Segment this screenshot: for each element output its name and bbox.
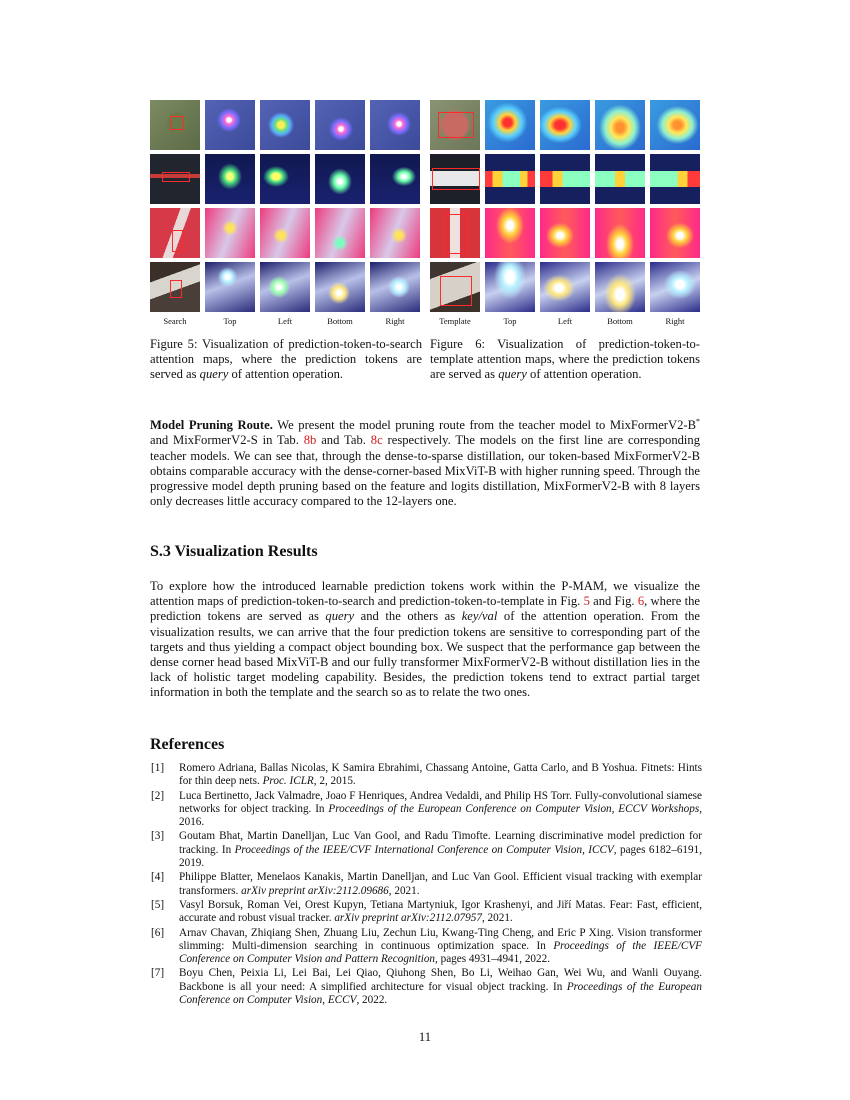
section-title: S.3 Visualization Results [150,543,318,560]
reference-item [150,830,702,870]
reference-text [179,967,702,1007]
reference-item [150,762,702,789]
template-attention-right-bird [650,100,700,150]
template-attention-right-plate [650,154,700,204]
figure-5 [150,100,422,326]
text-run: and MixFormerV2-S in Tab. [150,433,304,448]
reference-venue: Proceedings of the European Conference on Computer Vision, ECCV [179,980,702,1007]
attention-right-plate [370,154,420,204]
reference-authors-title: Luca Bertinetto, Jack Valmadre, Joao F Henriques, Andrea Vedaldi, and Philip HS Torr. Fully-convolutional siamese networks for object tracking. In [179,789,702,815]
reference-number: [6] [151,926,165,939]
template-attention-right-indoor [650,262,700,312]
table-ref-8b[interactable]: 8b [303,433,317,448]
reference-details: , pages 4931–4941, 2022. [435,953,551,966]
superscript: * [696,417,700,426]
template-image-indoor [430,262,480,312]
column-label: Top [503,316,517,326]
reference-item [150,899,702,926]
reference-number: [3] [151,830,165,843]
attention-bottom-pedestrian [315,208,365,258]
reference-venue: Proceedings of the European Conference on Computer Vision, ECCV Workshops [328,802,700,815]
column-label: Right [385,316,405,326]
reference-venue: arXiv preprint arXiv:2112.09686 [241,884,389,897]
column-label: Left [557,316,573,326]
reference-venue: Proceedings of the IEEE/CVF Conference on Computer Vision and Pattern Recognition [179,939,703,966]
figure-6-column-labels [430,316,700,326]
reference-item [150,967,702,1007]
pruning-paragraph [150,414,700,509]
reference-item [150,871,702,898]
text-run: , where the prediction tokens are served as [150,594,700,624]
text-run: respectively. The models on the first line are corresponding teacher models. We can see that, through the dense-to-sparse distillation, our token-based MixFormerV2-B obtains comparable accuracy with the dense-corner-based MixViT-B with higher running speed. Through the progressive model depth pruning based on the feature and logits distillation, MixFormerV2-B with 8 layers only decreases little accuracy compared to the 12-layers one. [150,433,701,509]
reference-list [150,762,702,1008]
reference-venue: arXiv preprint arXiv:2112.07957 [334,912,482,925]
template-image-bird [430,100,480,150]
search-image-plate [150,154,200,204]
attention-right-bird [370,100,420,150]
reference-authors-title: Romero Adriana, Ballas Nicolas, K Samira Ebrahimi, Chassang Antoine, Gatta Carlo, and B Yoshua. Fitnets: Hints for thin deep nets. [179,762,702,788]
emphasis: key/val [461,609,498,624]
text-run: of the attention operation. From the visualization results, we can arrive that the four prediction tokens are sensitive to corresponding part of the targets and thus yielding a compact object bounding box. We suspect that the performance gap between the dense corner head based MixViT-B and our fully transformer MixFormerV2-B without distillation lies in the lack of holistic target modeling capability. Besides, the prediction tokens tend to extract partial target information in both the template and the search so as to relate the two ones. [150,609,700,700]
reference-text [179,762,702,789]
reference-details: , 2021. [481,912,513,925]
reference-number: [2] [151,789,165,802]
search-image-bird [150,100,200,150]
references-title: References [150,736,225,753]
column-label: Right [665,316,685,326]
reference-text [179,830,702,870]
reference-item [150,790,702,830]
figure-6 [430,100,700,326]
template-attention-left-bird [540,100,590,150]
reference-authors-title: Arnav Chavan, Zhiqiang Shen, Zhuang Liu, Zechun Liu, Kwang-Ting Cheng, and Eric P Xing. Vision transformer slimming: Multi-dimension searching in continuous optimization space. In [179,926,702,952]
template-attention-left-indoor [540,262,590,312]
text-run: and Tab. [316,433,371,448]
template-attention-bottom-bird [595,100,645,150]
column-label: Template [439,316,471,326]
reference-text [179,899,702,926]
text-run: and Fig. [589,594,638,609]
template-attention-right-pedestrian [650,208,700,258]
search-image-pedestrian [150,208,200,258]
reference-authors-title: Boyu Chen, Peixia Li, Lei Bai, Lei Qiao, Qiuhong Shen, Bo Li, Weihao Gan, Wei Wu, and Wanli Ouyang. Backbone is all your need: A simplified architecture for visual object tracking. In [179,967,702,993]
figure-5-caption: Figure 5: Visualization of prediction-token-to-search attention maps, where the prediction tokens are served as query of attention operation. [150,337,422,381]
column-label: Left [277,316,293,326]
reference-text [179,927,702,967]
pruning-heading: Model Pruning Route. [150,418,273,433]
column-label: Top [223,316,237,326]
text-run: We present the model pruning route from the teacher model to MixFormerV2-B [272,418,696,433]
figure-ref-5[interactable]: 5 [583,594,590,609]
template-attention-top-plate [485,154,535,204]
reference-text [179,790,702,830]
attention-right-pedestrian [370,208,420,258]
figure-5-image-grid [150,100,422,312]
figure-ref-6[interactable]: 6 [637,594,645,609]
reference-number: [1] [151,762,165,774]
template-attention-top-indoor [485,262,535,312]
template-attention-left-pedestrian [540,208,590,258]
attention-top-bird [205,100,255,150]
text-run: and the others as [354,609,462,624]
template-image-pedestrian [430,208,480,258]
reference-details: , pages 6182–6191, 2019. [179,843,702,870]
template-image-plate [430,154,480,204]
template-attention-left-plate [540,154,590,204]
table-ref-8c[interactable]: 8c [370,433,383,448]
figure-6-caption: Figure 6: Visualization of prediction-token-to-template attention maps, where the prediction tokens are served as query of attention operation. [430,337,700,381]
attention-left-pedestrian [260,208,310,258]
attention-top-pedestrian [205,208,255,258]
reference-authors-title: Philippe Blatter, Menelaos Kanakis, Martin Danelljan, and Luc Van Gool. Efficient visual tracking with exemplar transformers. [179,871,702,897]
attention-bottom-indoor [315,262,365,312]
reference-authors-title: Vasyl Borsuk, Roman Vei, Orest Kupyn, Tetiana Martyniuk, Igor Krashenyi, and Jiří Matas. Fear: Fast, efficient, accurate and robust visual tracker. [179,898,702,925]
reference-number: [4] [151,871,165,884]
reference-venue: Proc. ICLR [262,775,314,788]
reference-details: , 2021. [388,884,420,897]
attention-bottom-plate [315,154,365,204]
page-number: 11 [418,1030,432,1044]
template-attention-bottom-pedestrian [595,208,645,258]
reference-number: [5] [151,898,165,911]
attention-top-indoor [205,262,255,312]
reference-number: [7] [151,967,165,980]
attention-bottom-bird [315,100,365,150]
reference-venue: Proceedings of the IEEE/CVF International Conference on Computer Vision, ICCV [234,843,614,856]
attention-left-indoor [260,262,310,312]
template-attention-top-pedestrian [485,208,535,258]
reference-details: , 2022. [356,994,388,1007]
figure-5-column-labels [150,316,422,326]
reference-details: , 2016. [179,802,702,829]
column-label: Search [163,316,187,326]
reference-item [150,927,702,967]
reference-details: , 2, 2015. [313,775,356,788]
template-attention-bottom-indoor [595,262,645,312]
reference-authors-title: Goutam Bhat, Martin Danelljan, Luc Van Gool, and Radu Timofte. Learning discriminative model prediction for tracking. In [179,830,702,856]
column-label: Bottom [607,316,633,326]
reference-text [179,871,702,898]
template-attention-top-bird [485,100,535,150]
figure-6-image-grid [430,100,700,312]
attention-right-indoor [370,262,420,312]
text-run: To explore how the introduced learnable prediction tokens work within the P-MAM, we visualize the attention maps of prediction-token-to-search and prediction-token-to-template in Fig. [150,579,700,609]
visualization-paragraph [150,579,700,701]
search-image-indoor [150,262,200,312]
attention-top-plate [205,154,255,204]
emphasis: query [325,609,355,624]
template-attention-bottom-plate [595,154,645,204]
column-label: Bottom [327,316,353,326]
attention-left-plate [260,154,310,204]
attention-left-bird [260,100,310,150]
